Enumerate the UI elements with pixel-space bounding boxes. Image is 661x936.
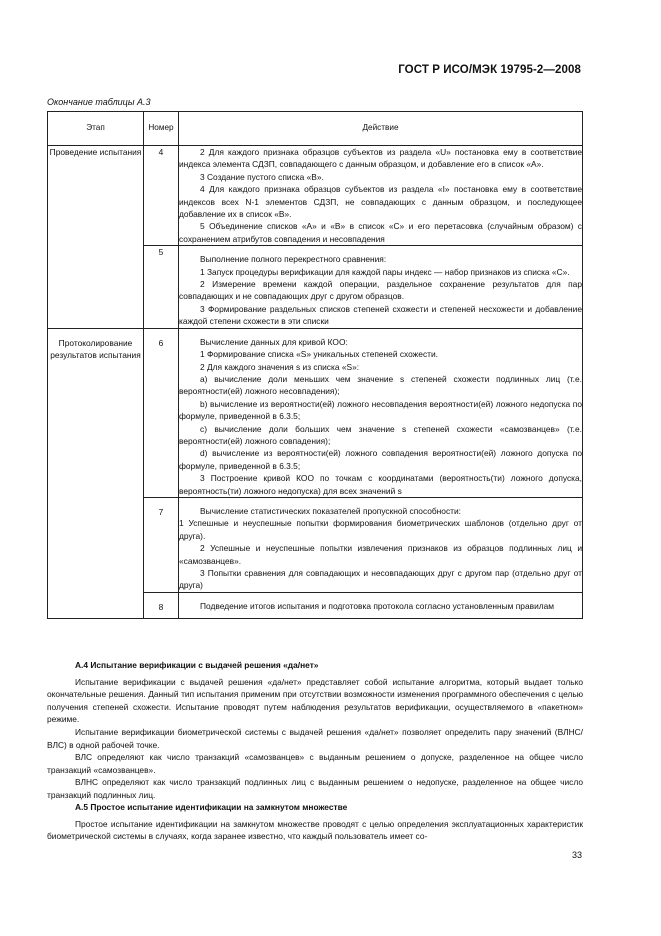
paragraph: ВЛС определяют как число транзакций «самозванцев» с выданным решением о допуске, разделенное на общее число транзакций «самозванцев».: [47, 752, 583, 775]
table-header-row: [48, 112, 583, 146]
action-line: Вычисление статистических показателей пропускной способности:: [200, 505, 461, 516]
action-line: 3 Формирование раздельных списков степеней схожести и степеней несхожести и добавление каждой степени схожести в эти списки: [179, 303, 582, 327]
action-line: Выполнение полного перекрестного сравнения:: [200, 254, 387, 265]
column-header-number: Номер: [144, 112, 179, 146]
number-cell: 4: [144, 146, 179, 246]
action-line: 2 Успешные и неуспешные попытки извлечения признаков из образцов подлинных лиц и «самозванцев».: [179, 543, 582, 566]
action-line: c) вычисление доли больших чем значение s степеней схожести «самозванцев» (т.е. вероятности(ей) ложного совпадения);: [179, 423, 582, 446]
stage-cell: Протоколирование результатов испытания: [48, 328, 144, 619]
action-line: 1 Запуск процедуры верификации для каждой пары индекс — набор признаков из списка «С».: [200, 266, 570, 277]
number-cell: 7: [144, 497, 179, 592]
action-line: 2 Измерение времени каждой операции, раздельное сохранение результатов для пар совпадающих и не совпадающих друг с другом образцов.: [179, 279, 582, 302]
action-line: a) вычисление доли меньших чем значение s степеней схожести подлинных лиц (т.е. вероятности(ей) ложного несовпадения);: [179, 373, 582, 397]
paragraph: Простое испытание идентификации на замкнутом множестве проводят с целью определения эксплуатационных характеристик биометрической системы в случаях, когда заранее известно, что каждый пользователь имеет со-: [47, 818, 583, 842]
action-line: 3 Попытки сравнения для совпадающих и несовпадающих друг с другом пар (отдельно друг от друга): [179, 568, 582, 591]
section-title: А.4 Испытание верификации с выдачей решения «да/нет»: [75, 660, 319, 670]
paragraph: Испытание верификации с выдачей решения «да/нет» представляет собой испытание алгоритма, который выдает только окончательные решения. Данный тип испытания применим при отсутствии возможности изменения программного обеспечения с целью получения степеней схожести. Испытание проводят путем наблюдения результатов верификации, осуществляемого в «пакетном» режиме.: [47, 676, 583, 725]
action-line: 1 Успешные и неуспешные попытки формирования биометрических шаблонов (отдельно друг от друга).: [179, 518, 582, 541]
number-cell: 5: [144, 246, 179, 328]
action-line: b) вычисление из вероятности(ей) ложного несовпадения вероятности(ей) ложного недопуска по формуле, приведенной в 6.3.5;: [179, 398, 582, 422]
column-header-action: Действие: [179, 112, 583, 146]
paragraph: Испытание верификации биометрической системы с выдачей решения «да/нет» позволяет определить пару значений (ВЛНС/ВЛС) в одной рабочей точке.: [47, 726, 583, 750]
section-a4: [47, 659, 583, 802]
number-cell: 8: [144, 592, 179, 618]
table-row: [48, 328, 583, 497]
action-line: Подведение итогов испытания и подготовка протокола согласно установленным правилам: [200, 600, 555, 611]
action-line: 2 Для каждого значения s из списка «S»:: [200, 361, 360, 372]
action-line: Вычисление данных для кривой КОО:: [200, 336, 348, 347]
action-line: 4 Для каждого признака образцов субъектов из раздела «I» постановка ему в соответствие индексов всех N-1 элементов СДЗП, не совпадающих с данным образцом, и последующее добавление их в список «В».: [179, 184, 582, 220]
page-number: 33: [571, 850, 582, 860]
table-caption: Окончание таблицы А.3: [47, 97, 151, 107]
action-line: 2 Для каждого признака образцов субъектов из раздела «U» постановка ему в соответствие индекса элемента СДЗП, совпадающего с данным образцом, и добавление его в список «А».: [179, 147, 582, 170]
section-title: А.5 Простое испытание идентификации на замкнутом множестве: [75, 802, 348, 812]
section-a5: [47, 801, 583, 843]
paragraph: ВЛНС определяют как число транзакций подлинных лиц с выданным решением о недопуске, разделенное на общее число транзакций подлинных лиц.: [47, 777, 583, 800]
stage-cell: Проведение испытания: [48, 146, 144, 329]
action-line: 5 Объединение списков «А» и «В» в список «С» и его перетасовка (случайным образом) с сохранением атрибутов совпадения и несовпадения: [179, 221, 582, 244]
number-cell: 6: [144, 328, 179, 497]
action-cell: [179, 246, 583, 328]
action-cell: [179, 497, 583, 592]
action-line: d) вычисление из вероятности(ей) ложного совпадения вероятности(ей) ложного допуска по формуле, приведенной в 6.3.5;: [179, 448, 582, 471]
action-line: 3 Создание пустого списка «В».: [200, 171, 324, 182]
action-cell: [179, 328, 583, 497]
column-header-stage: Этап: [48, 112, 144, 146]
table-row: [48, 146, 583, 246]
action-cell: [179, 592, 583, 618]
actions-table: [47, 111, 583, 619]
action-line: 3 Построение кривой КОО по точкам с координатами (вероятность(ти) ложного допуска, вероятность(ти) ложного недопуска) для всех значений s: [179, 473, 582, 496]
action-cell: [179, 146, 583, 246]
action-line: 1 Формирование списка «S» уникальных степеней схожести.: [200, 349, 438, 360]
standard-header: ГОСТ Р ИСО/МЭК 19795-2—2008: [398, 64, 581, 76]
